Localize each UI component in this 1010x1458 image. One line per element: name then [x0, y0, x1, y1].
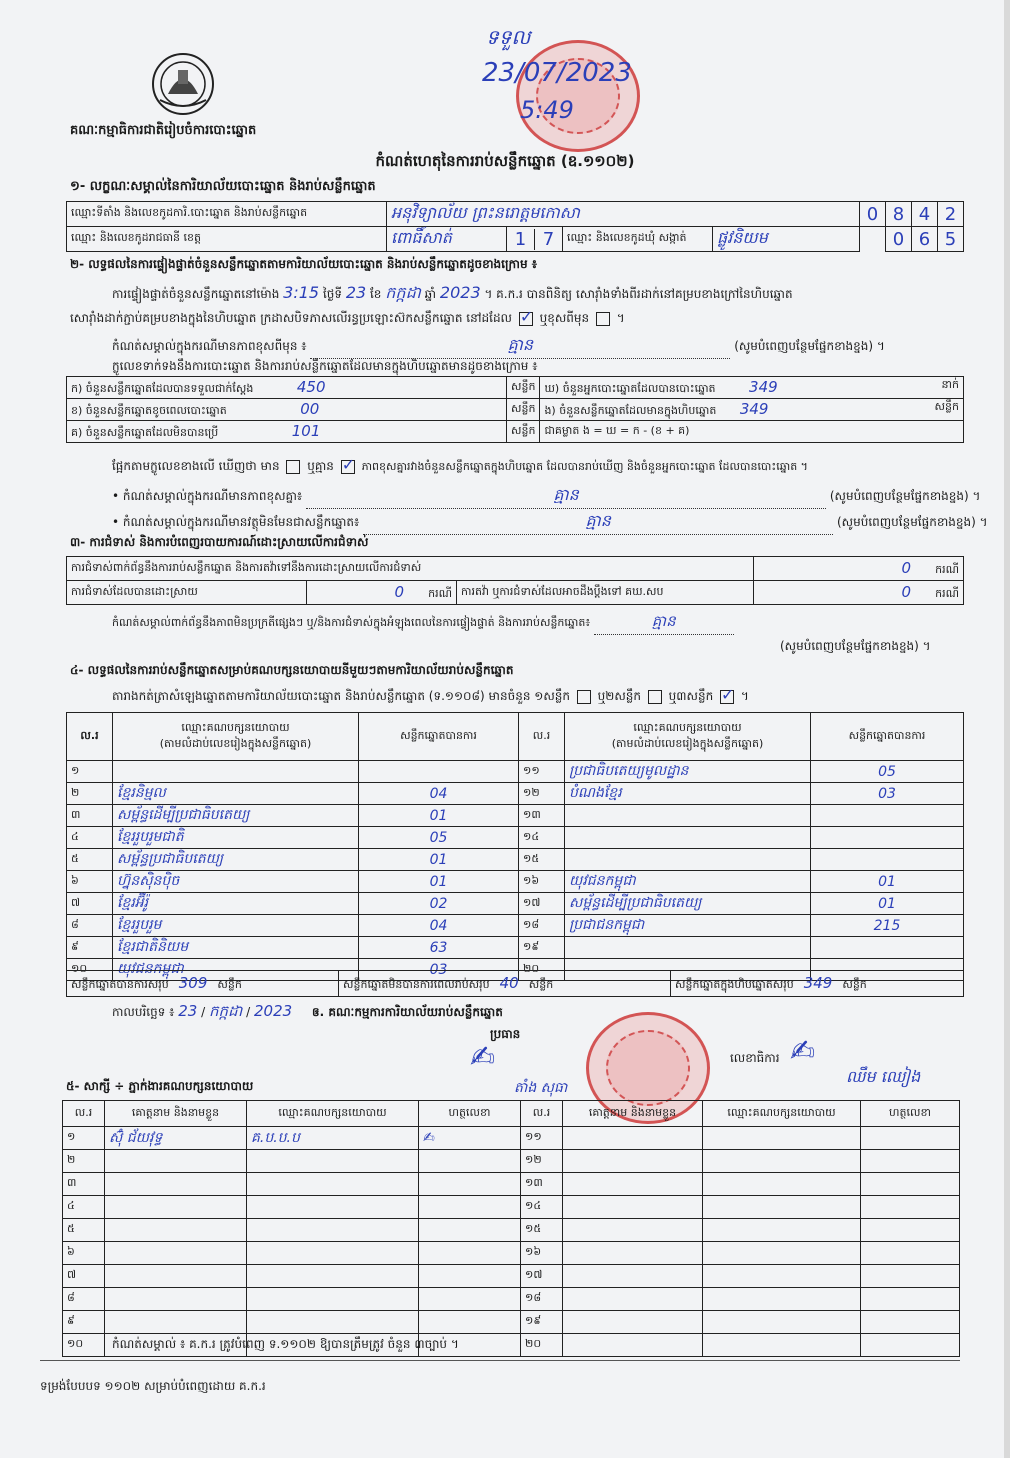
tally-sheet-line: តារាងកត់ត្រាសំឡេងឆ្នោតតាមការិយាល័យបោះឆ្នោត និងរាប់សន្លឹកឆ្នោត (ទ.១១០៨) មានចំនួន ១សន្លឹក ឬ២សន្លឹក ឬ៣សន្លឹក ✓ ។ — [112, 688, 749, 706]
witness-name — [563, 1173, 703, 1196]
witness-row — [63, 1219, 960, 1242]
party-name: ខ្មែរជាតិនិយម — [113, 937, 359, 959]
station-code-digit: 8 — [886, 202, 912, 227]
unchanged-checkbox[interactable] — [519, 312, 533, 326]
witness-name — [105, 1288, 247, 1311]
province-code-digit: 7 — [535, 229, 563, 250]
party-votes: 03 — [359, 959, 519, 981]
witness-signature — [861, 1196, 960, 1219]
party-no: ១៤ — [519, 827, 565, 849]
witness-no: ៣ — [63, 1173, 105, 1196]
witness-party — [247, 1219, 419, 1242]
count-c-row: គ) ចំនួនសន្លឹកឆ្នោតដែលមិនបានប្រើ 101 — [67, 421, 507, 443]
witness-no: ១២ — [521, 1150, 563, 1173]
station-code-digit: 0 — [860, 202, 886, 227]
witness-party — [703, 1173, 861, 1196]
party-no: ១៥ — [519, 849, 565, 871]
witness-signature — [861, 1242, 960, 1265]
discrepancy-yes-checkbox[interactable] — [286, 460, 300, 474]
signing-day: 23 — [178, 1002, 198, 1020]
witness-party — [247, 1288, 419, 1311]
section5-title: ៥- សាក្សី ÷ ភ្នាក់ងារគណបក្សនយោបាយ — [66, 1079, 254, 1093]
received-date: 23/07/2023 — [482, 58, 632, 88]
witness-signature — [419, 1242, 521, 1265]
witness-party — [703, 1242, 861, 1265]
irregularity-note-value: គ្មាន — [651, 612, 676, 630]
party-name: សម្ព័ន្ធដើម្បីប្រជាធិបតេយ្យ — [113, 805, 359, 827]
party-votes: 215 — [811, 915, 964, 937]
witness-no: ៨ — [63, 1288, 105, 1311]
party-votes: 05 — [811, 761, 964, 783]
party-no: ១០ — [67, 959, 113, 981]
witness-name — [105, 1219, 247, 1242]
party-name: ហ្វ៊ុនស៊ិនប៉ិច — [113, 871, 359, 893]
party-results-table: ល.រ ឈ្មោះគណបក្សនយោបាយ (តាមលំដាប់លេខរៀងក្នុងសន្លឹកឆ្នោត) សន្លឹកឆ្នោតបានការ ល.រ ឈ្មោះគណបក្សនយោបាយ (តាមលំដាប់លេខរៀងក្នុងសន្លឹកឆ្នោត) សន្លឹកឆ្នោតបានការ ១ ១១ ប្រជាធិបតេយ្យមូលដ្ឋាន 05 ២ ខ្មែរនិម្មល 04 ១២ បំណងខ្មែរ 03 ៣ សម្ព័ន្ធដើម្បីប្រជាធិបតេយ្យ 01 ១៣ ៤ ខ្មែររួបរួមជាតិ 05 ១៤ ៥ សម្ព័ន្ធប្រជាធិបតេយ្យ 01 ១៥ ៦ ហ្វ៊ុនស៊ិនប៉ិច 01 ១៦ យុវជនកម្ពុជា 01 ៧ ខ្មែរអ៊ីរ៉ូ 02 ១៧ សម្ព័ន្ធដើម្បីប្រជាធិបតេយ្យ 01 ៨ ខ្មែររួបរួម 04 ១៨ ប្រជាជនកម្ពុជា 215 ៩ ខ្មែរជាតិនិយម 63 ១៩ ១០ យុវជនកម្ពុជា 03 ២០ — [66, 712, 964, 981]
verification-time: 3:15 — [283, 283, 320, 302]
one-sheet-checkbox[interactable] — [577, 690, 591, 704]
total-invalid-value: 40 — [499, 973, 519, 992]
party-votes — [811, 805, 964, 827]
witness-party — [703, 1150, 861, 1173]
party-name: ខ្មែរអ៊ីរ៉ូ — [113, 893, 359, 915]
party-no: ៦ — [67, 871, 113, 893]
witness-signature — [419, 1219, 521, 1242]
count-a-value: 450 — [296, 377, 326, 396]
three-sheet-checkbox[interactable] — [720, 690, 734, 704]
party-votes: 01 — [811, 893, 964, 915]
witness-no: ១៧ — [521, 1265, 563, 1288]
province-code-digit: 1 — [507, 229, 535, 250]
witness-name — [105, 1265, 247, 1288]
party-no: ៧ — [67, 893, 113, 915]
form-title: កំណត់ហេតុនៃការរាប់សន្លឹកឆ្នោត (ឧ.១១០២) — [375, 152, 635, 170]
witness-name — [105, 1150, 247, 1173]
witness-party — [247, 1150, 419, 1173]
chairman-label: ប្រធាន — [490, 1027, 521, 1041]
counts-intro: ក្លូលេខទាក់ទងនឹងការបោះឆ្នោត និងការរាប់សន្លឹកឆ្នោតដែលមានក្នុងហិបឆ្នោតមានដូចខាងក្រោម ៖ — [112, 359, 538, 373]
total-in-box-value: 349 — [803, 973, 833, 992]
witness-no: ១៥ — [521, 1219, 563, 1242]
seal-check-line: សោរ៉ាំងដាក់ភ្ជាប់គម្របខាងក្នុងនៃហិបឆ្នោត ក្រដាសបិទភាសលើរន្ធប្រឡោះស៊កសន្លឹកឆ្នោត នៅដដែល ✓ ឬខុសពីមុន ។ — [70, 310, 625, 328]
party-name: បំណងខ្មែរ — [565, 783, 811, 805]
commune-code-digit: 0 — [886, 227, 912, 252]
count-a-row: ក) ចំនួនសន្លឹកឆ្នោតដែលបានទទួលជាក់ស្តែង 450 — [67, 377, 507, 399]
witness-party — [703, 1265, 861, 1288]
polling-station-label: ឈ្មោះទីតាំង និងលេខកូដការិ.បោះឆ្នោត និងរាប់សន្លឹកឆ្នោត — [67, 202, 387, 227]
footnote: កំណត់សម្គាល់ ៖ គ.ក.រ ត្រូវបំពេញ ទ.១១០២ ឱ្យបានត្រឹមត្រូវ ចំនួន ៣ច្បាប់ ។ — [112, 1337, 459, 1351]
party-name — [565, 805, 811, 827]
party-row — [67, 893, 964, 915]
witness-no: ១១ — [521, 1127, 563, 1150]
witness-row — [63, 1265, 960, 1288]
party-no: ១១ — [519, 761, 565, 783]
witness-no: ៧ — [63, 1265, 105, 1288]
party-votes — [359, 761, 519, 783]
bullet-discrepancy: • កំណត់សម្គាល់ក្នុងករណីមានភាពខុសគ្នា៖ គ្មាន (សូមបំពេញបន្ថែមផ្នែកខាងខ្នង) ។ — [112, 484, 980, 509]
witness-party — [247, 1173, 419, 1196]
witness-row — [63, 1150, 960, 1173]
party-votes: 05 — [359, 827, 519, 849]
section3-title: ៣- ការជំទាស់ និងការបំពេញរបាយការណ៍ដោះស្រាយលើការជំទាស់ — [70, 535, 369, 549]
form-footer: ទម្រង់បែបបទ ១១០២ សម្រាប់បំពេញដោយ គ.ក.រ — [40, 1379, 266, 1393]
two-sheet-checkbox[interactable] — [648, 690, 662, 704]
witness-row — [63, 1173, 960, 1196]
party-name: យុវជនកម្ពុជា — [113, 959, 359, 981]
commune-code-digit: 6 — [912, 227, 938, 252]
witness-no: ១៦ — [521, 1242, 563, 1265]
witness-signature — [861, 1288, 960, 1311]
party-no: ៤ — [67, 827, 113, 849]
witness-name — [563, 1219, 703, 1242]
party-row — [67, 827, 964, 849]
party-row — [67, 915, 964, 937]
commune-code-digit: 5 — [938, 227, 964, 252]
witness-party — [703, 1334, 861, 1357]
complaints-table — [66, 556, 964, 605]
complaints-resolved-count: 0 ករណី — [307, 581, 457, 605]
witness-name — [563, 1242, 703, 1265]
witness-party — [703, 1219, 861, 1242]
location-table — [66, 201, 964, 252]
verification-month: កក្កដា — [385, 283, 421, 302]
section2-title: ២- លទ្ធផលនៃការផ្ទៀងផ្ទាត់ចំនួនសន្លឹកឆ្នោតតាមការិយាល័យបោះឆ្នោត និងរាប់សន្លឹកឆ្នោតដូចខាងក្រោម ៖ — [70, 257, 538, 271]
irregularity-fill-hint: (សូមបំពេញបន្ថែមផ្នែកខាងខ្នង) ។ — [780, 639, 931, 653]
witness-name — [563, 1334, 703, 1357]
witness-name: ស៊ុំ ជ័យវុទ្ធ — [105, 1127, 247, 1150]
party-row — [67, 783, 964, 805]
party-row — [67, 805, 964, 827]
count-e-value: 349 — [739, 399, 769, 418]
witness-table: ល.រ គោត្តនាម និងនាមខ្លួន ឈ្មោះគណបក្សនយោបាយ ហត្ថលេខា ល.រ គោត្តនាម និងនាមខ្លួន ឈ្មោះគណបក្សនយោបាយ ហត្ថលេខា ១ ស៊ុំ ជ័យវុទ្ធ គ.ប.ប.ប ✍ ១១ ២ ១២ ៣ ១៣ ៤ ១៤ ៥ ១៥ ៦ ១៦ ៧ ១៧ ៨ ១៨ ៩ ១៩ ១០ ២០ — [62, 1100, 960, 1357]
party-name: យុវជនកម្ពុជា — [565, 871, 811, 893]
total-in-box: សន្លឹកឆ្នោតក្នុងហិបឆ្នោតសរុប 349 សន្លឹក — [671, 971, 964, 997]
verification-line: ការផ្ទៀងផ្ទាត់ចំនួនសន្លឹកឆ្នោតនៅម៉ោង 3:15 ថ្ងៃទី 23 ខែ កក្កដា ឆ្នាំ 2023 ។ គ.ក.រ បានពិនិត្យ សោរ៉ាំងទាំងពីរដាក់នៅគម្របខាងក្រៅនៃហិបឆ្នោត — [112, 283, 793, 302]
complaints-row1-count: 0 ករណី — [754, 557, 964, 581]
party-votes: 04 — [359, 915, 519, 937]
witness-signature — [419, 1196, 521, 1219]
party-no: ៣ — [67, 805, 113, 827]
signing-month: កក្កដា — [209, 1002, 243, 1020]
witness-signature — [419, 1265, 521, 1288]
witness-row — [63, 1311, 960, 1334]
witness-name — [563, 1196, 703, 1219]
party-name — [113, 761, 359, 783]
witness-signature — [861, 1127, 960, 1150]
total-invalid: សន្លឹកឆ្នោតមិនបានការពេលរាប់សរុប 40 សន្លឹក — [339, 971, 671, 997]
witness-name — [105, 1173, 247, 1196]
party-votes: 01 — [359, 805, 519, 827]
witness-name — [563, 1311, 703, 1334]
witness-row — [63, 1127, 960, 1150]
signing-date-line: កាលបរិច្ឆេទ ៖ 23 / កក្កដា / 2023 ឲ. គណៈកម្មការការិយាល័យរាប់សន្លឹកឆ្នោត — [112, 1002, 503, 1020]
bullet-foreign-object: • កំណត់សម្គាល់ក្នុងករណីមានវត្ថុមិនមែនជាសន្លឹកឆ្នោត៖ គ្មាន (សូមបំពេញបន្ថែមផ្នែកខាងខ្នង) ។ — [112, 510, 988, 535]
witness-party — [247, 1242, 419, 1265]
witness-signature — [861, 1311, 960, 1334]
verification-day: 23 — [345, 283, 367, 302]
changed-checkbox[interactable] — [596, 312, 610, 326]
party-no: ១៩ — [519, 937, 565, 959]
nec-emblem-icon — [148, 50, 218, 118]
station-code-digit: 4 — [912, 202, 938, 227]
witness-row — [63, 1196, 960, 1219]
party-no: ១២ — [519, 783, 565, 805]
commune-value: ផ្លូវនិយម — [713, 227, 860, 252]
witness-no: ១៩ — [521, 1311, 563, 1334]
count-b-row: ខ) ចំនួនសន្លឹកឆ្នោតខូចពេលបោះឆ្នោត 00 — [67, 399, 507, 421]
party-name — [565, 827, 811, 849]
party-no: ១៦ — [519, 871, 565, 893]
secretary-signature: ✍ — [790, 1034, 816, 1069]
party-name: សម្ព័ន្ធដើម្បីប្រជាធិបតេយ្យ — [565, 893, 811, 915]
party-name: សម្ព័ន្ធប្រជាធិបតេយ្យ — [113, 849, 359, 871]
witness-signature — [861, 1219, 960, 1242]
received-time: 5:49 — [520, 96, 574, 124]
witness-name — [563, 1265, 703, 1288]
witness-no: ៤ — [63, 1196, 105, 1219]
party-votes: 63 — [359, 937, 519, 959]
complaints-appeal-label: ការតវ៉ា ឬការជំទាស់ដែលអាចដឹងប្តឹងទៅ គឃ.សប — [457, 581, 754, 605]
polling-station-value: អនុវិទ្យាល័យ ព្រះនរោត្តមកោសា — [387, 202, 860, 227]
discrepancy-no-checkbox[interactable] — [341, 460, 355, 474]
party-votes — [811, 827, 964, 849]
party-no: ១ — [67, 761, 113, 783]
witness-row — [63, 1242, 960, 1265]
count-d-row: ឃ) ចំនួនអ្នកបោះឆ្នោតដែលបានបោះឆ្នោត 349 នាក់ — [540, 377, 964, 399]
witness-no: ៥ — [63, 1219, 105, 1242]
bullet-foreign-object-value: គ្មាន — [585, 511, 611, 530]
totals-table — [66, 970, 964, 997]
party-votes: 02 — [359, 893, 519, 915]
bullet-discrepancy-value: គ្មាន — [553, 485, 579, 504]
witness-party — [703, 1127, 861, 1150]
chairman-name: តាំង សុធា — [514, 1080, 568, 1096]
witness-party — [703, 1288, 861, 1311]
witness-party — [247, 1311, 419, 1334]
party-row — [67, 761, 964, 783]
party-votes: 01 — [811, 871, 964, 893]
party-name: ខ្មែរនិម្មល — [113, 783, 359, 805]
witness-party — [703, 1196, 861, 1219]
count-b-value: 00 — [300, 399, 320, 418]
total-valid: សន្លឹកឆ្នោតបានការសរុប 309 សន្លឹក — [67, 971, 339, 997]
party-votes — [811, 849, 964, 871]
note-value: គ្មាន — [507, 335, 534, 354]
witness-no: ១ — [63, 1127, 105, 1150]
witness-signature — [419, 1150, 521, 1173]
counts-table: ក) ចំនួនសន្លឹកឆ្នោតដែលបានទទួលជាក់ស្តែង 450 សន្លឹក ឃ) ចំនួនអ្នកបោះឆ្នោតដែលបានបោះឆ្នោត 349 នាក់ ខ) ចំនួនសន្លឹកឆ្នោតខូចពេលបោះឆ្នោត 00 សន្លឹក ង) ចំនួនសន្លឹកឆ្នោតដែលមានក្នុងហិបឆ្នោត 349 សន្លឹក គ) ចំនួនសន្លឹកឆ្នោតដែលមិនបានប្រើ 101 សន្លឹក ជាគម្លាត ង = ឃ = ក - (ខ + គ) — [66, 376, 964, 443]
witness-signature — [861, 1173, 960, 1196]
party-no: ៥ — [67, 849, 113, 871]
party-votes: 03 — [811, 783, 964, 805]
discrepancy-line: ផ្អែកតាមក្លូលេខខាងលើ ឃើញថា មាន ឬគ្មាន ✓ ភាពខុសគ្នារវាងចំនួនសន្លឹកឆ្នោតក្នុងហិបឆ្នោត ដែលបានរាប់ឃើញ និងចំនួនអ្នកបោះឆ្នោត ដែលបានបោះឆ្នោត ។ — [112, 458, 808, 476]
witness-party — [703, 1311, 861, 1334]
witness-signature — [861, 1265, 960, 1288]
total-valid-value: 309 — [178, 973, 208, 992]
party-votes: 01 — [359, 871, 519, 893]
party-no: ១៣ — [519, 805, 565, 827]
party-name: ប្រជាធិបតេយ្យមូលដ្ឋាន — [565, 761, 811, 783]
party-name — [565, 849, 811, 871]
witness-signature: ✍ — [419, 1127, 521, 1150]
count-e-row: ង) ចំនួនសន្លឹកឆ្នោតដែលមានក្នុងហិបឆ្នោត 349 សន្លឹក — [540, 399, 964, 421]
witness-party — [247, 1196, 419, 1219]
witness-no: ១០ — [63, 1334, 105, 1357]
witness-signature — [419, 1173, 521, 1196]
secretary-label: លេខាធិការ — [730, 1051, 780, 1065]
witness-name — [563, 1127, 703, 1150]
party-no: ២ — [67, 783, 113, 805]
irregularity-note: កំណត់សម្គាល់ពាក់ព័ន្ធនឹងភាពមិនប្រក្រតីផ្សេងៗ ឬ/និងការជំទាស់ក្នុងអំឡុងពេលនៃការផ្ទៀងផ្ទាត់ និងការរាប់សន្លឹកឆ្នោត៖ គ្មាន — [112, 612, 734, 635]
witness-no: ២០ — [521, 1334, 563, 1357]
party-no: ១៧ — [519, 893, 565, 915]
count-formula: ជាគម្លាត ង = ឃ = ក - (ខ + គ) — [540, 421, 964, 443]
witness-no: ១៨ — [521, 1288, 563, 1311]
party-row — [67, 871, 964, 893]
org-name: គណៈកម្មាធិការជាតិរៀបចំការបោះឆ្នោត — [70, 123, 257, 138]
witness-name — [563, 1288, 703, 1311]
party-col-header: ឈ្មោះគណបក្សនយោបាយ (តាមលំដាប់លេខរៀងក្នុងសន្លឹកឆ្នោត) — [565, 713, 811, 761]
witness-no: ១៣ — [521, 1173, 563, 1196]
signing-year: 2023 — [254, 1002, 293, 1020]
party-votes: 01 — [359, 849, 519, 871]
witness-party: គ.ប.ប.ប — [247, 1127, 419, 1150]
province-label: ឈ្មោះ និងលេខកូដរាជធានី ខេត្ត — [67, 227, 387, 252]
party-votes: 04 — [359, 783, 519, 805]
witness-signature — [419, 1311, 521, 1334]
footer-divider — [40, 1360, 960, 1361]
witness-no: ១៤ — [521, 1196, 563, 1219]
complaints-row1: ការជំទាស់ពាក់ព័ន្ធនឹងការរាប់សន្លឹកឆ្នោត និងការតវ៉ាទៅនឹងការដោះស្រាយលើការជំទាស់ — [67, 557, 754, 581]
chairman-signature: ✍ — [470, 1040, 496, 1075]
received-label: ទទួល — [486, 25, 531, 49]
party-col-header: ឈ្មោះគណបក្សនយោបាយ (តាមលំដាប់លេខរៀងក្នុងសន្លឹកឆ្នោត) — [113, 713, 359, 761]
count-c-value: 101 — [291, 421, 321, 440]
note-line: កំណត់សម្គាល់ក្នុងករណីមានភាពខុសពីមុន ៖ គ្មាន (សូមបំពេញបន្ថែមផ្នែកខាងខ្នង) ។ — [112, 334, 972, 359]
party-row — [67, 937, 964, 959]
party-name: ប្រជាជនកម្ពុជា — [565, 915, 811, 937]
party-name — [565, 937, 811, 959]
party-no: ២០ — [519, 959, 565, 981]
party-votes — [811, 937, 964, 959]
complaints-appeal-count: 0 ករណី — [754, 581, 964, 605]
section1-title: ១- លក្ខណៈសម្គាល់នៃការិយាល័យបោះឆ្នោត និងរាប់សន្លឹកឆ្នោត — [70, 179, 376, 194]
station-code-digit: 2 — [938, 202, 964, 227]
province-value: ពោធិ៍សាត់ — [387, 227, 507, 252]
party-row — [67, 849, 964, 871]
witness-signature — [419, 1288, 521, 1311]
witness-name — [105, 1196, 247, 1219]
party-name: ខ្មែររួបរួមជាតិ — [113, 827, 359, 849]
witness-no: ៩ — [63, 1311, 105, 1334]
commune-label: ឈ្មោះ និងលេខកូដឃុំ សង្កាត់ — [563, 227, 713, 252]
witness-signature — [861, 1150, 960, 1173]
secretary-name: ឈឹម ឈៀង — [846, 1067, 921, 1086]
complaints-resolved-label: ការជំទាស់ដែលបានដោះស្រាយ — [67, 581, 307, 605]
witness-party — [247, 1265, 419, 1288]
witness-name — [105, 1311, 247, 1334]
section4-title: ៤- លទ្ធផលនៃការរាប់សន្លឹកឆ្នោតសម្រាប់គណបក្សនយោបាយនីមួយៗតាមការិយាល័យរាប់សន្លឹកឆ្នោត — [70, 663, 514, 677]
witness-signature — [861, 1334, 960, 1357]
count-d-value: 349 — [749, 377, 778, 396]
party-no: ៨ — [67, 915, 113, 937]
party-no: ៩ — [67, 937, 113, 959]
witness-no: ៦ — [63, 1242, 105, 1265]
verification-year: 2023 — [439, 283, 481, 302]
witness-name — [563, 1150, 703, 1173]
party-no: ១៨ — [519, 915, 565, 937]
witness-no: ២ — [63, 1150, 105, 1173]
witness-name — [105, 1242, 247, 1265]
party-name: ខ្មែររួបរួម — [113, 915, 359, 937]
witness-row — [63, 1288, 960, 1311]
